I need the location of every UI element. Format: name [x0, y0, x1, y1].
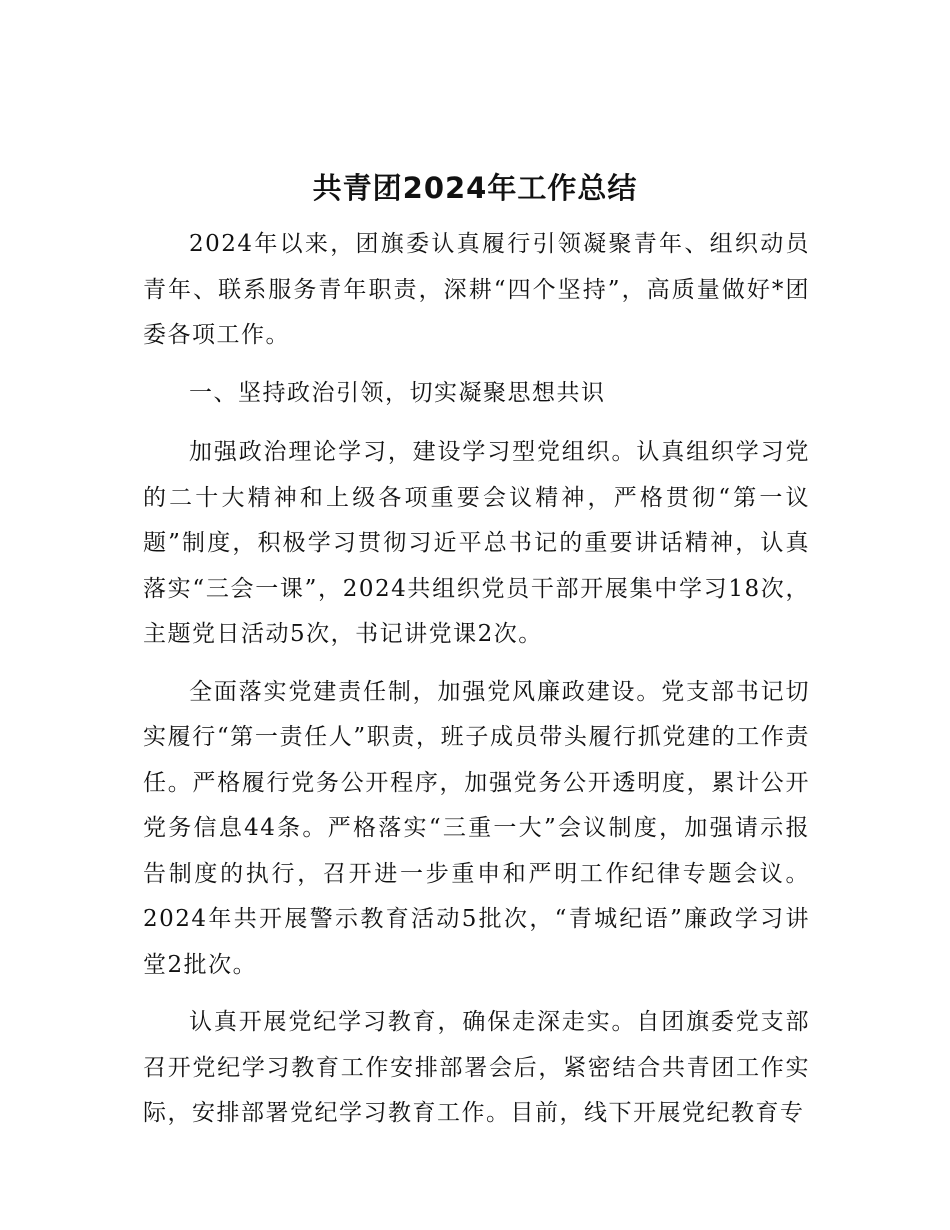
body-paragraph: 认真开展党纪学习教育，确保走深走实。自团旗委党支部召开党纪学习教育工作安排部署会后，紧密结合共青团工作实际，安排部署党纪学习教育工作。目前，线下开展党纪教育专 [143, 1009, 810, 1126]
section-heading: 一、坚持政治引领，切实凝聚思想共识 [189, 379, 606, 406]
body-paragraph: 全面落实党建责任制，加强党风廉政建设。党支部书记切实履行“第一责任人”职责，班子成员带头履行抓党建的工作责任。严格履行党务公开程序，加强党务公开透明度，累计公开党务信息44条。严格落实“三重一大”会议制度，加强请示报告制度的执行，召开进一步重申和严明工作纪律专题会议。2024年共开展警示教育活动5批次，“青城纪语”廉政学习讲堂2批次。 [143, 678, 810, 978]
document-title: 共青团2024年工作总结 [312, 171, 638, 205]
document-body [143, 222, 810, 1149]
intro-paragraph: 2024年以来，团旗委认真履行引领凝聚青年、组织动员青年、联系服务青年职责，深耕“四个坚持”，高质量做好*团委各项工作。 [143, 231, 810, 348]
body-paragraph: 加强政治理论学习，建设学习型党组织。认真组织学习党的二十大精神和上级各项重要会议精神，严格贯彻“第一议题”制度，积极学习贯彻习近平总书记的重要讲话精神，认真落实“三会一课”，2024共组织党员干部开展集中学习18次，主题党日活动5次，书记讲党课2次。 [143, 439, 810, 647]
